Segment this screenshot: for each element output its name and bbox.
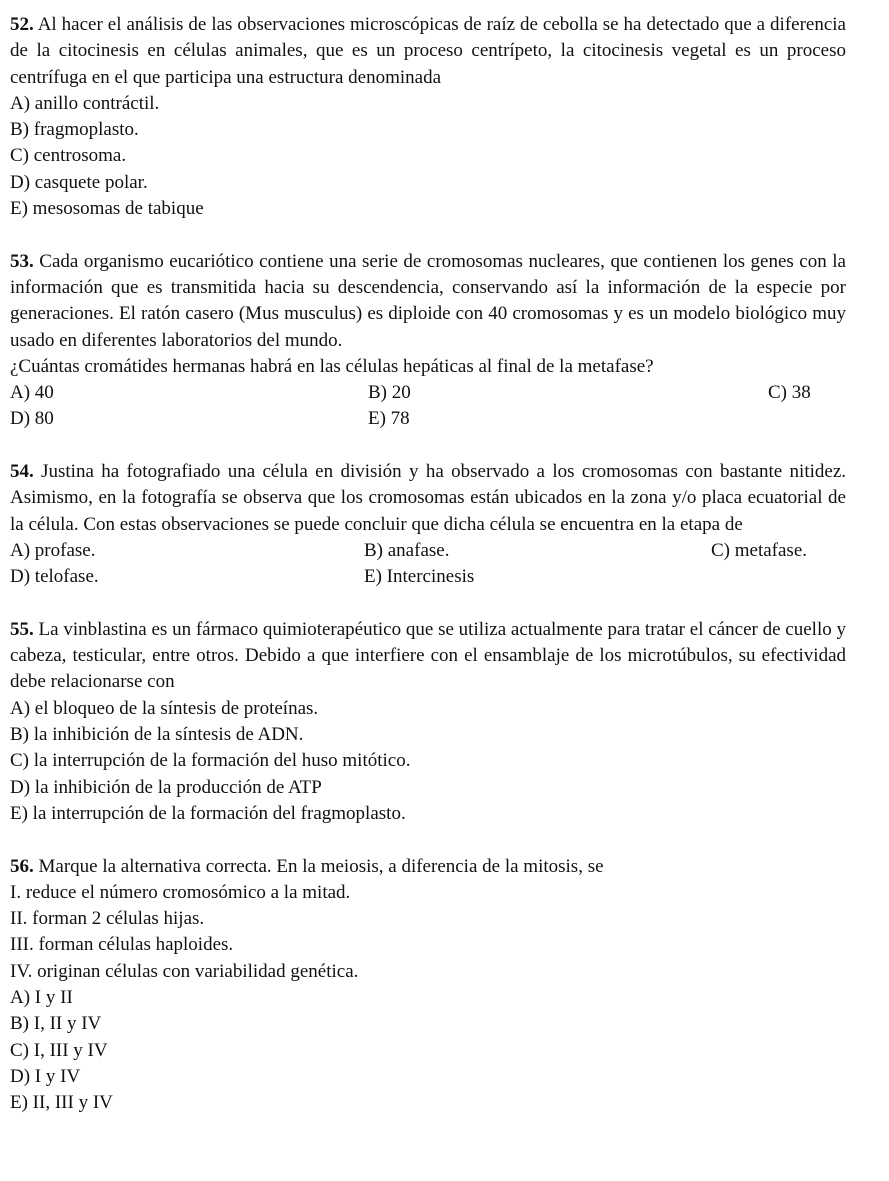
option-e: E) 78 (368, 408, 410, 430)
question-stem: Justina ha fotografiado una célula en división y ha observado a los cromosomas con bastante nitidez. Asimismo, en la fotografía se observa que los cromosomas están ubicados en la zona y/o placa ecuatorial de la célula. Con estas observaciones se puede concluir que dicha célula se encuentra en la etapa de (10, 461, 847, 535)
option-d: D) la inhibición de la producción de ATP (10, 776, 322, 798)
question-number: 53. (10, 250, 34, 272)
question-number: 52. (10, 14, 34, 35)
spacer (10, 433, 846, 459)
options-row-2 (10, 406, 846, 432)
option-a: A) 40 (10, 382, 54, 404)
question-56 (10, 854, 846, 1117)
option-e: E) II, III y IV (10, 1092, 113, 1114)
statement-i: I. reduce el número cromosómico a la mitad. (10, 881, 351, 903)
question-number: 55. (10, 618, 34, 640)
options-row-1 (10, 380, 846, 406)
question-54 (10, 459, 846, 590)
option-b: B) fragmoplasto. (10, 119, 139, 141)
option-c: C) metafase. (711, 539, 808, 561)
spacer (10, 827, 846, 853)
option-e: E) mesosomas de tabique (10, 198, 204, 220)
question-56-text (10, 854, 846, 880)
question-number: 56. (10, 855, 34, 877)
question-stem: Cada organismo eucariótico contiene una serie de cromosomas nucleares, que contienen los genes con la información que es transmitida hacia su descendencia, conservando así la información de la especie por generaciones. El ratón casero (Mus musculus) es diploide con 40 cromosomas y es un modelo biológico muy usado en diferentes laboratorios del mundo. (10, 250, 846, 351)
statement-iii: III. forman células haploides. (10, 934, 234, 956)
option-b: B) la inhibición de la síntesis de ADN. (10, 724, 304, 746)
question-number: 54. (10, 461, 34, 483)
option-e: E) Intercinesis (364, 566, 475, 588)
options-row-2 (10, 564, 846, 590)
question-52 (10, 12, 846, 222)
option-e: E) la interrupción de la formación del fragmoplasto. (10, 802, 406, 824)
question-stem: Marque la alternativa correcta. En la meiosis, a diferencia de la mitosis, se (38, 855, 604, 877)
option-a: A) profase. (10, 539, 96, 561)
option-b: B) 20 (368, 382, 411, 404)
option-c: C) 38 (768, 382, 811, 404)
option-b: B) I, II y IV (10, 1013, 102, 1035)
option-d: D) 80 (10, 408, 54, 430)
option-c: C) centrosoma. (10, 145, 127, 167)
option-d: D) casquete polar. (10, 171, 148, 193)
question-53-text (10, 249, 846, 354)
option-d: D) I y IV (10, 1065, 81, 1087)
question-53 (10, 249, 846, 433)
question-52-text (10, 12, 846, 91)
option-a: A) anillo contráctil. (10, 92, 160, 114)
question-54-text (10, 459, 846, 538)
question-stem: La vinblastina es un fármaco quimioterapéutico que se utiliza actualmente para tratar el cáncer de cuello y cabeza, testicular, entre otros. Debido a que interfiere con el ensamblaje de los microtúbulos, su efectividad debe relacionarse con (10, 618, 846, 693)
option-c: C) I, III y IV (10, 1039, 108, 1061)
statement-ii: II. forman 2 células hijas. (10, 908, 205, 930)
question-55 (10, 617, 846, 827)
options-row-1 (10, 538, 846, 564)
option-b: B) anafase. (364, 539, 450, 561)
question-prompt: ¿Cuántas cromátides hermanas habrá en las células hepáticas al final de la metafase? (10, 355, 654, 377)
option-c: C) la interrupción de la formación del huso mitótico. (10, 750, 411, 772)
question-stem: Al hacer el análisis de las observaciones microscópicas de raíz de cebolla se ha detectado que a diferencia de la citocinesis en células animales, que es un proceso centrípeto, la citocinesis vegetal es un proceso centrífuga en el que participa una estructura denominada (10, 14, 846, 88)
question-55-text (10, 617, 846, 696)
statement-iv: IV. originan células con variabilidad genética. (10, 960, 359, 982)
spacer (10, 222, 846, 248)
spacer (10, 591, 846, 617)
exam-page (10, 12, 846, 1116)
option-d: D) telofase. (10, 566, 99, 588)
option-a: A) el bloqueo de la síntesis de proteínas. (10, 697, 319, 719)
option-a: A) I y II (10, 986, 73, 1008)
